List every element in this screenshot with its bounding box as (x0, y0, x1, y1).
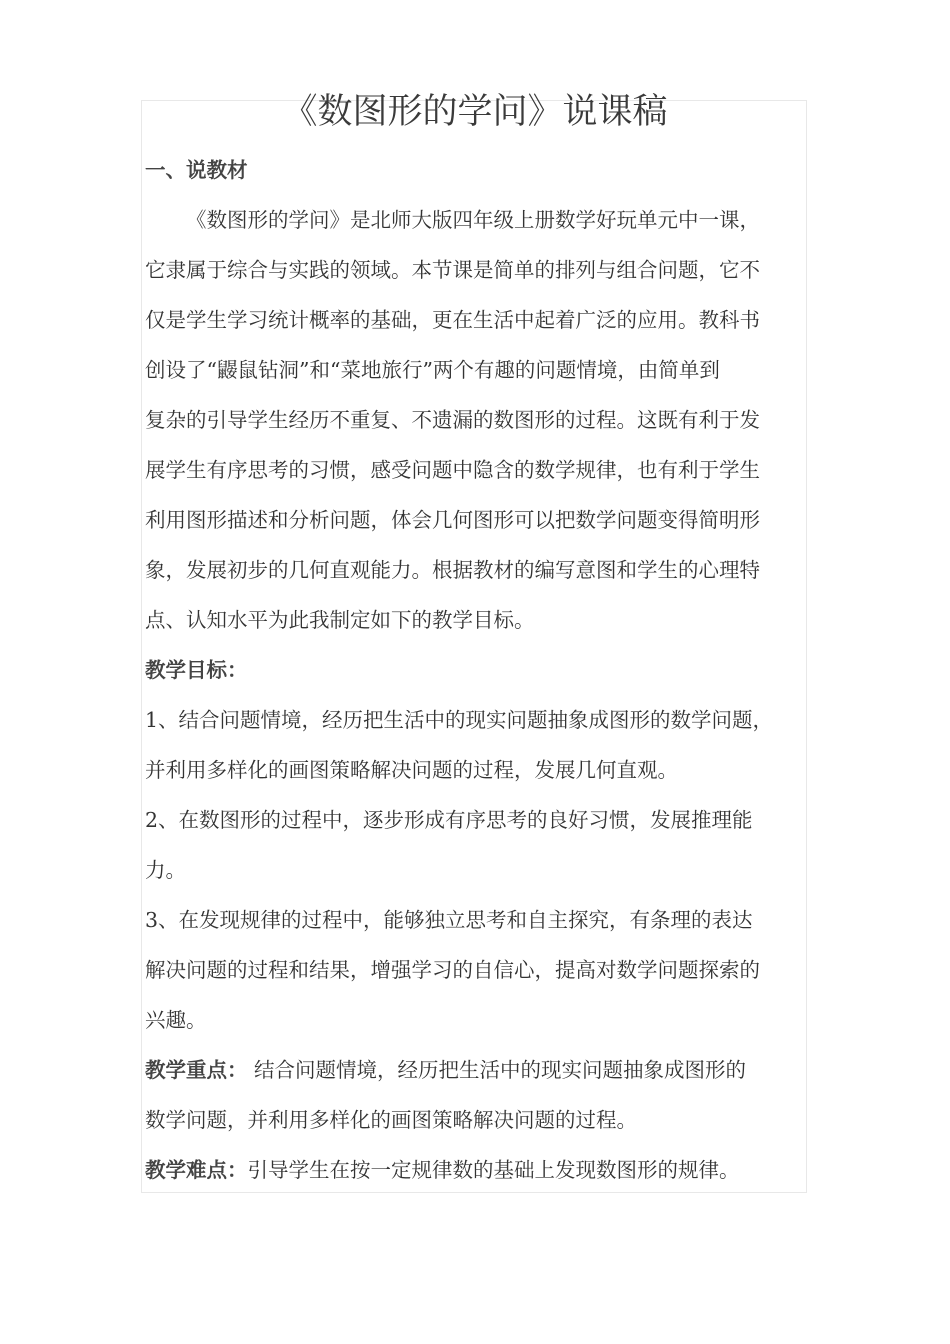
intro-line: 它隶属于综合与实践的领域。本节课是简单的排列与组合问题，它不 (145, 258, 760, 282)
intro-line: 象，发展初步的几何直观能力。根据教材的编写意图和学生的心理特 (145, 558, 760, 582)
objective-1-line: 并利用多样化的画图策略解决问题的过程，发展几何直观。 (145, 758, 678, 782)
objective-3-line: 解决问题的过程和结果，增强学习的自信心，提高对数学问题探索的 (145, 958, 760, 982)
objectives-heading: 教学目标： (145, 658, 248, 682)
objective-1-line: 1、结合问题情境，经历把生活中的现实问题抽象成图形的数学问题， (145, 708, 774, 732)
intro-line: 利用图形描述和分析问题，体会几何图形可以把数学问题变得简明形 (145, 508, 760, 532)
key-point-text: 结合问题情境，经历把生活中的现实问题抽象成图形的 (247, 1058, 747, 1082)
difficulty-label: 教学难点： (145, 1158, 248, 1182)
key-point-label: 教学重点： (145, 1058, 248, 1082)
document-title: 《数图形的学问》说课稿 (282, 92, 668, 132)
document-body (145, 145, 807, 1195)
key-point-line (145, 1045, 807, 1095)
intro-line: 《数图形的学问》是北师大版四年级上册数学好玩单元中一课， (186, 208, 760, 232)
objective-3-line: 兴趣。 (145, 1008, 207, 1032)
key-point-continuation: 数学问题，并利用多样化的画图策略解决问题的过程。 (145, 1108, 637, 1132)
objective-3-line: 3、在发现规律的过程中，能够独立思考和自主探究，有条理的表达 (145, 908, 753, 932)
intro-line: 复杂的引导学生经历不重复、不遗漏的数图形的过程。这既有利于发 (145, 408, 760, 432)
intro-line: 创设了“鼹鼠钻洞”和“菜地旅行”两个有趣的问题情境，由简单到 (145, 358, 720, 382)
difficulty-line (145, 1145, 807, 1195)
intro-line: 仅是学生学习统计概率的基础，更在生活中起着广泛的应用。教科书 (145, 308, 760, 332)
difficulty-text: 引导学生在按一定规律数的基础上发现数图形的规律。 (247, 1158, 740, 1182)
objective-2-line: 2、在数图形的过程中，逐步形成有序思考的良好习惯，发展推理能 (145, 808, 753, 832)
section-heading-textbook: 一、说教材 (145, 158, 248, 182)
intro-line: 点、认知水平为此我制定如下的教学目标。 (145, 608, 535, 632)
intro-line: 展学生有序思考的习惯，感受问题中隐含的数学规律，也有利于学生 (145, 458, 760, 482)
objective-2-line: 力。 (145, 858, 186, 882)
